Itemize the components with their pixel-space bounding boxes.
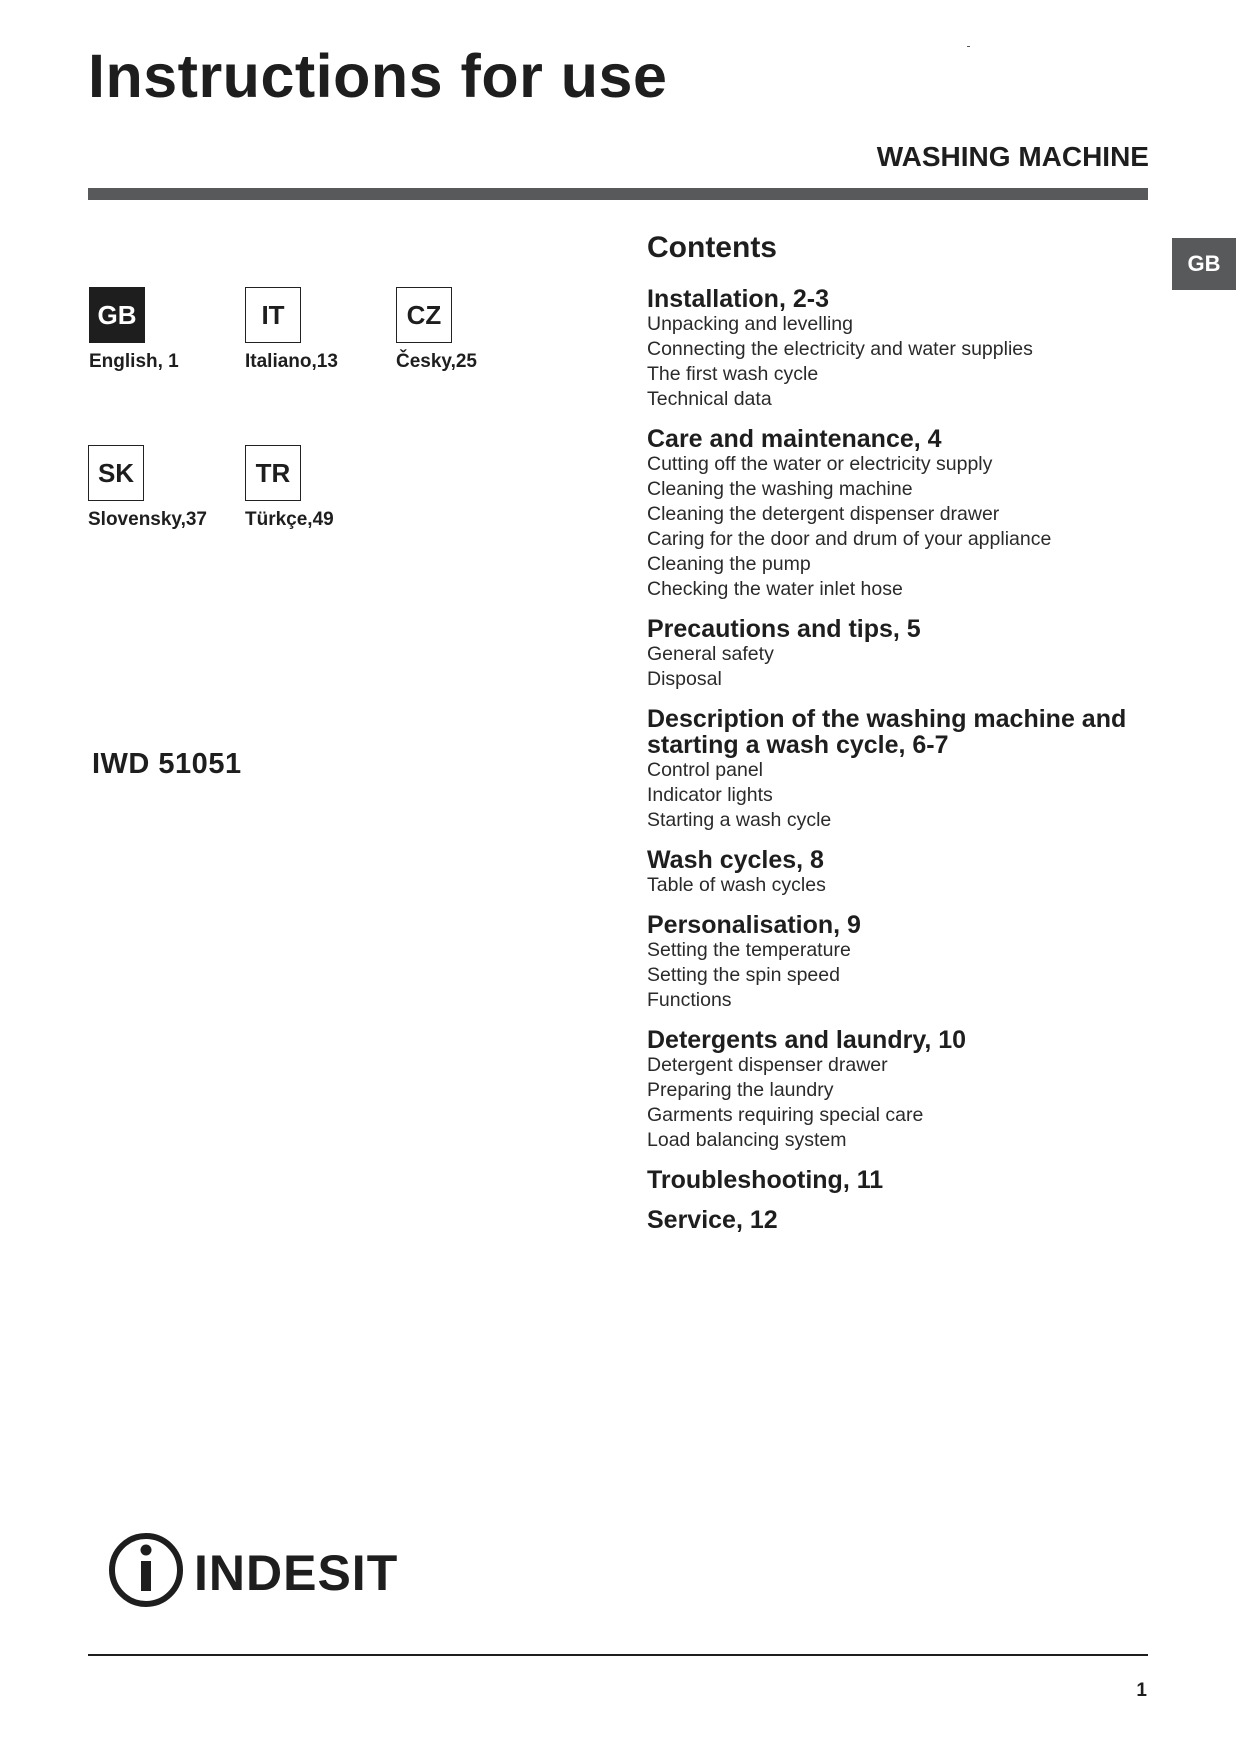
contents-section-title[interactable]: Care and maintenance, 4 xyxy=(647,425,942,453)
contents-section-title[interactable]: Description of the washing machine and starting a wash cycle, 6-7 xyxy=(647,705,1127,759)
contents-item[interactable]: Connecting the electricity and water supplies xyxy=(647,338,1033,360)
contents-section xyxy=(647,912,1167,1013)
header-rule xyxy=(88,188,1148,200)
contents-section-title[interactable]: Personalisation, 9 xyxy=(647,911,861,939)
contents-section-title[interactable]: Service, 12 xyxy=(647,1206,778,1234)
model-number: IWD 51051 xyxy=(92,748,242,780)
contents-section-title[interactable]: Detergents and laundry, 10 xyxy=(647,1026,967,1054)
contents-item[interactable]: Load balancing system xyxy=(647,1129,847,1151)
language-code-box: SK xyxy=(88,445,144,501)
contents-item[interactable]: Indicator lights xyxy=(647,784,773,806)
document-title: Instructions for use xyxy=(88,42,668,110)
footer-rule xyxy=(88,1654,1148,1656)
contents-item[interactable]: Cleaning the pump xyxy=(647,553,811,575)
contents-item[interactable]: Starting a wash cycle xyxy=(647,809,832,831)
contents-section xyxy=(647,616,1167,692)
contents-section xyxy=(647,706,1167,833)
contents-item[interactable]: Cutting off the water or electricity supply xyxy=(647,453,993,475)
language-label: Italiano,13 xyxy=(245,351,338,372)
contents-section xyxy=(647,847,1167,898)
language-label: Česky,25 xyxy=(396,351,477,372)
contents-item[interactable]: The first wash cycle xyxy=(647,363,819,385)
contents-section xyxy=(647,426,1167,602)
contents-section-title[interactable]: Precautions and tips, 5 xyxy=(647,615,921,643)
contents-item[interactable]: Cleaning the detergent dispenser drawer xyxy=(647,503,1000,525)
indesit-logo-icon xyxy=(106,1530,416,1610)
language-code-box: TR xyxy=(245,445,301,501)
language-label: Slovensky,37 xyxy=(88,509,208,530)
contents-item[interactable]: Setting the temperature xyxy=(647,939,851,961)
contents-item[interactable]: Control panel xyxy=(647,759,763,781)
logo-dot xyxy=(141,1545,152,1556)
contents-item[interactable]: Caring for the door and drum of your appliance xyxy=(647,528,1052,550)
contents-item[interactable]: Unpacking and levelling xyxy=(647,313,853,335)
contents-item[interactable]: Disposal xyxy=(647,668,722,690)
language-label: Türkçe,49 xyxy=(245,509,334,530)
contents-section-title[interactable]: Wash cycles, 8 xyxy=(647,846,824,874)
brand-wordmark: INDESIT xyxy=(194,1545,399,1601)
document-subtitle: WASHING MACHINE xyxy=(876,141,1149,172)
language-option-cz[interactable] xyxy=(396,287,536,373)
language-code-box: IT xyxy=(245,287,301,343)
contents-item[interactable]: Setting the spin speed xyxy=(647,964,840,986)
language-code-box: GB xyxy=(89,287,145,343)
contents-item[interactable]: Table of wash cycles xyxy=(647,874,826,896)
contents-section-title[interactable]: Installation, 2-3 xyxy=(647,285,829,313)
contents-heading: Contents xyxy=(647,231,777,264)
language-label: English, 1 xyxy=(89,351,179,372)
contents-item[interactable]: General safety xyxy=(647,643,774,665)
contents-section xyxy=(647,286,1167,412)
language-option-it[interactable] xyxy=(245,287,385,373)
logo-stem xyxy=(141,1561,151,1591)
contents-item[interactable]: Technical data xyxy=(647,388,772,410)
contents-section xyxy=(647,1207,1167,1233)
language-option-sk[interactable] xyxy=(88,445,228,531)
language-tab-marker: GB xyxy=(1172,238,1236,290)
language-option-tr[interactable] xyxy=(245,445,385,531)
contents-item[interactable]: Detergent dispenser drawer xyxy=(647,1054,888,1076)
contents-item[interactable]: Preparing the laundry xyxy=(647,1079,834,1101)
contents-item[interactable]: Garments requiring special care xyxy=(647,1104,924,1126)
contents-section-title[interactable]: Troubleshooting, 11 xyxy=(647,1166,884,1194)
language-option-gb[interactable] xyxy=(89,287,229,373)
contents-item[interactable]: Cleaning the washing machine xyxy=(647,478,913,500)
page-number: 1 xyxy=(1136,1680,1147,1701)
print-mark xyxy=(967,46,970,47)
contents-section xyxy=(647,1167,1167,1193)
contents-item[interactable]: Functions xyxy=(647,989,732,1011)
language-code-box: CZ xyxy=(396,287,452,343)
contents-section xyxy=(647,1027,1167,1153)
contents-item[interactable]: Checking the water inlet hose xyxy=(647,578,903,600)
table-of-contents xyxy=(647,230,1167,1247)
